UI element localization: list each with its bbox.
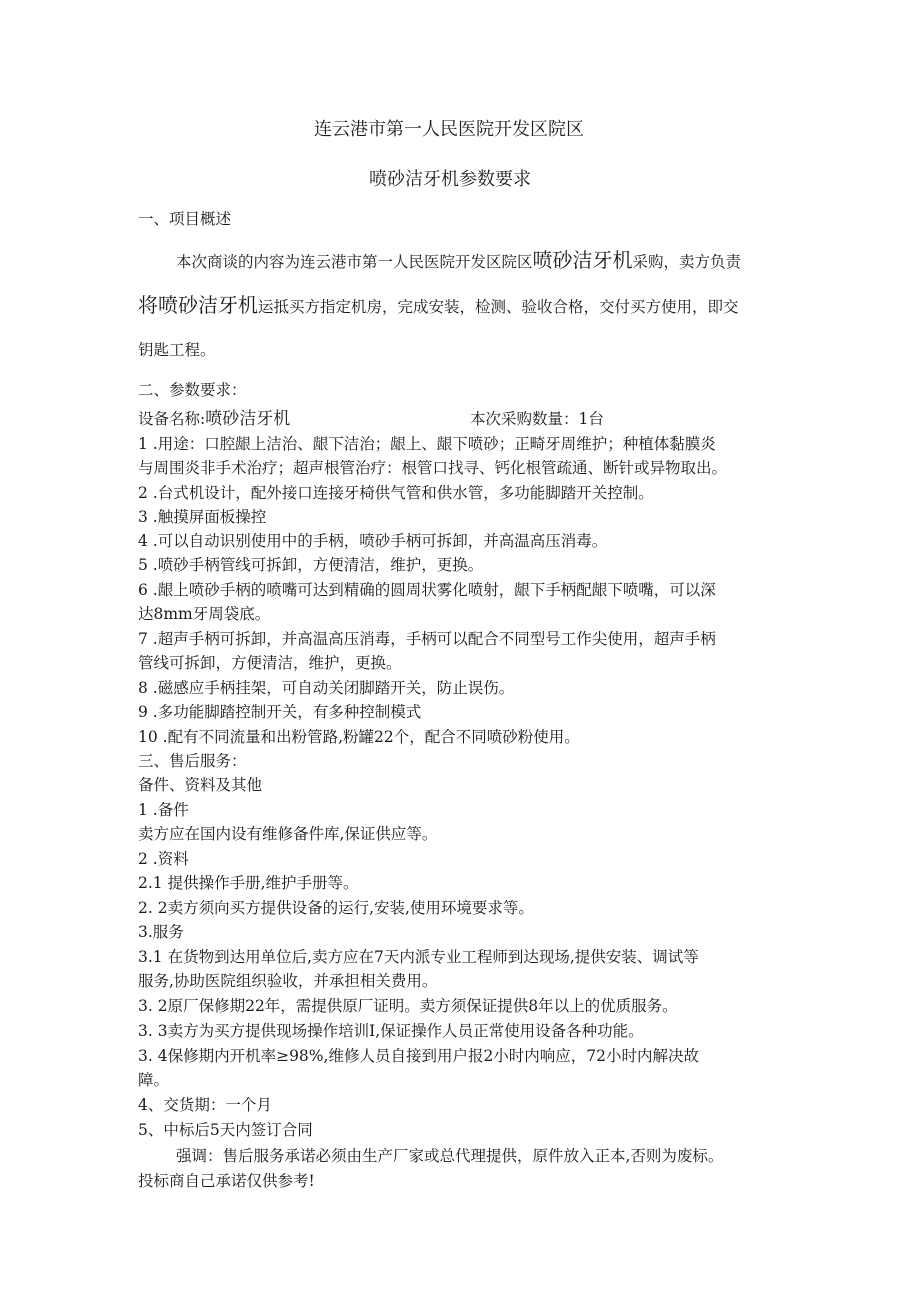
param-line: 6 .龈上喷砂手柄的喷嘴可达到精确的圆周状雾化喷射，龈下手柄配龈下喷嘴，可以深 — [138, 581, 716, 599]
section-1-heading: 一、项目概述 — [138, 210, 232, 228]
service-line: 5、中标后5天内签订合同 — [138, 1121, 313, 1139]
section-2-heading: 二、参数要求： — [138, 381, 247, 399]
overview-text: 本次商谈的内容为连云港市第一人民医院开发区院区 — [176, 253, 533, 271]
overview-paragraph-line-2 — [138, 295, 739, 317]
device-name: 喷砂洁牙机 — [205, 409, 291, 429]
purchase-quantity: 本次采购数量：1台 — [470, 410, 604, 428]
device-name-inline: 喷砂洁牙机 — [532, 248, 633, 272]
param-line: 9 .多功能脚踏控制开关，有多种控制模式 — [138, 703, 422, 721]
device-label: 设备名称: — [138, 410, 206, 428]
service-line: 3. 4保修期内开机率≥98%,维修人员自接到用户报2小时内响应，72小时内解决故 — [138, 1047, 700, 1065]
service-line: 服务,协助医院组织验收，并承担相关费用。 — [138, 972, 438, 990]
param-line: 与周围炎非手术治疗；超声根管治疗：根管口找寻、钙化根管疏通、断针或异物取出。 — [138, 459, 728, 477]
service-line: 3.1 在货物到达用单位后,卖方应在7天内派专业工程师到达现场,提供安装、调试等 — [138, 948, 699, 966]
note-line-1: 强调：售后服务承诺必须由生产厂家或总代理提供，原件放入正本,否则为废标。 — [176, 1147, 724, 1165]
param-line: 8 .磁感应手柄挂架，可自动关闭脚踏开关，防止误伤。 — [138, 679, 515, 697]
document-title: 连云港市第一人民医院开发区院区 — [314, 119, 584, 140]
param-line: 1 .用途：口腔龈上洁治、龈下洁治；龈上、龈下喷砂；正畸牙周维护；种植体黏膜炎 — [138, 435, 716, 453]
service-line: 卖方应在国内设有维修备件库,保证供应等。 — [138, 825, 438, 843]
note-line-2: 投标商自己承诺仅供参考! — [138, 1172, 315, 1190]
service-line: 2.1 提供操作手册,维护手册等。 — [138, 874, 359, 892]
service-line: 2 .资料 — [138, 850, 189, 868]
param-line: 5 .喷砂手柄管线可拆卸，方便清洁，维护，更换。 — [138, 556, 484, 574]
overview-paragraph-line-3: 钥匙工程。 — [138, 341, 216, 359]
overview-text: 运抵买方指定机房，完成安装，检测、验收合格，交付买方使用，即交 — [258, 298, 739, 316]
section-3-heading: 三、售后服务： — [138, 752, 247, 770]
service-line: 2. 2卖方须向买方提供设备的运行,安装,使用环境要求等。 — [138, 899, 534, 917]
param-line: 2 .台式机设计，配外接口连接牙椅供气管和供水管，多功能脚踏开关控制。 — [138, 484, 654, 502]
device-row — [138, 409, 290, 429]
service-line: 3. 3卖方为买方提供现场操作培训I,保证操作人员正常使用设备各种功能。 — [138, 1022, 644, 1040]
param-line: 管线可拆卸，方便清洁，维护，更换。 — [138, 654, 402, 672]
param-line: 7 .超声手柄可拆卸，并高温高压消毒，手柄可以配合不同型号工作尖使用，超声手柄 — [138, 630, 716, 648]
param-line: 达8mm牙周袋底。 — [138, 605, 271, 623]
service-line: 3. 2原厂保修期22年，需提供原厂证明。卖方须保证提供8年以上的优质服务。 — [138, 997, 678, 1015]
overview-text: 采购，卖方负责 — [632, 253, 742, 271]
service-line: 3.服务 — [138, 923, 184, 941]
param-line: 3 .触摸屏面板操控 — [138, 508, 267, 526]
param-line: 10 .配有不同流量和出粉管路,粉罐22个，配合不同喷砂粉使用。 — [138, 728, 580, 746]
service-line: 备件、资料及其他 — [138, 776, 263, 794]
service-line: 4、交货期：一个月 — [138, 1096, 272, 1114]
service-line: 1 .备件 — [138, 801, 189, 819]
device-name-inline: 将喷砂洁牙机 — [138, 293, 258, 317]
param-line: 4 .可以自动识别使用中的手柄，喷砂手柄可拆卸，并高温高压消毒。 — [138, 532, 608, 550]
service-line: 障。 — [138, 1071, 170, 1089]
document-subtitle: 喷砂洁牙机参数要求 — [369, 169, 531, 190]
overview-paragraph-line-1 — [176, 250, 741, 272]
